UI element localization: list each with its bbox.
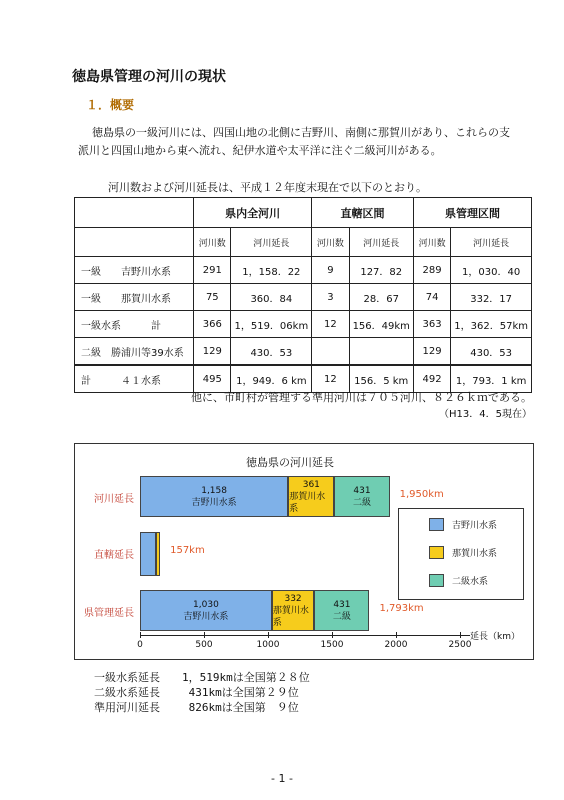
legend-swatch	[429, 546, 444, 559]
sub-header: 河川延長	[451, 228, 532, 257]
table-cell: 1，362．57km	[451, 311, 532, 338]
bar-value-label: 332	[284, 593, 302, 604]
bar-value-label: 1,158	[201, 485, 227, 496]
table-cell: 1，030．40	[451, 257, 532, 284]
bar-value-label: 1,030	[193, 599, 219, 610]
table-row	[75, 284, 532, 311]
table-corner	[75, 228, 194, 257]
sub-header: 河川延長	[349, 228, 413, 257]
section-heading: １．概要	[86, 98, 135, 112]
intro-paragraph: 徳島県の一級河川には、四国山地の北側に吉野川、南側に那賀川があり、これらの支派川と四国山地から東へ流れ、紀伊水道や太平洋に注ぐ二級河川がある。	[78, 126, 510, 157]
x-tick-label: 0	[137, 640, 143, 650]
x-tick-label: 2500	[448, 640, 472, 650]
table-cell: 363	[413, 311, 450, 338]
table-cell: 12	[312, 365, 349, 393]
row-label: 二級 勝浦川等39水系	[75, 338, 194, 366]
x-tick-label: 1500	[320, 640, 344, 650]
table-cell: 74	[413, 284, 450, 311]
table-cell: 1，519．06km	[231, 311, 312, 338]
category-label: 直轄延長	[94, 549, 134, 561]
table-row	[75, 338, 532, 366]
page-number: - 1 -	[271, 772, 293, 785]
row-label: 一級 那賀川水系	[75, 284, 194, 311]
bar-segment	[272, 590, 314, 631]
legend-label: 吉野川水系	[452, 521, 498, 531]
legend-item	[429, 546, 497, 559]
table-cell: 1，158．22	[231, 257, 312, 284]
bar-segment	[140, 476, 288, 517]
bar-total-label: 1,950km	[399, 488, 444, 500]
row-label: 一級水系 計	[75, 311, 194, 338]
table-cell: 28．67	[349, 284, 413, 311]
bar-series-label: 吉野川水系	[191, 497, 237, 508]
legend-item	[429, 574, 488, 587]
bar-segment	[140, 590, 272, 631]
legend-label: 那賀川水系	[452, 549, 498, 559]
table-cell: 430．53	[231, 338, 312, 366]
table-row	[75, 257, 532, 284]
table-cell: 127．82	[349, 257, 413, 284]
table-cell: 291	[194, 257, 231, 284]
table-cell: 129	[194, 338, 231, 366]
rank-line: 二級水系延長 431kmは全国第２９位	[94, 686, 299, 699]
sub-header: 河川数	[312, 228, 349, 257]
category-label: 河川延長	[94, 493, 134, 505]
bar-total-label: 1,793km	[379, 602, 424, 614]
table-cell: 492	[413, 365, 450, 393]
x-tick-label: 2000	[384, 640, 408, 650]
table-cell: 366	[194, 311, 231, 338]
bar-value-label: 431	[353, 485, 371, 496]
x-axis-line	[140, 635, 470, 636]
rank-line: 一級水系延長 1，519kmは全国第２８位	[94, 671, 310, 684]
bar-value-label: 431	[333, 599, 351, 610]
rank-line: 準用河川延長 826kmは全国第 ９位	[94, 701, 299, 714]
page-title: 徳島県管理の河川の現状	[72, 69, 226, 85]
bar-series-label: 二級	[332, 611, 351, 622]
legend-label: 二級水系	[452, 577, 489, 587]
legend-item	[429, 518, 497, 531]
bar-total-label: 157km	[170, 544, 205, 556]
sub-header: 河川数	[194, 228, 231, 257]
category-label: 県管理延長	[84, 607, 134, 619]
x-tick-label: 500	[195, 640, 213, 650]
note-date: （H13．4．5現在）	[439, 409, 532, 420]
bar-series-label: 那賀川水系	[272, 605, 309, 628]
table-corner	[75, 198, 194, 228]
table-cell	[349, 338, 413, 366]
bar-segment	[156, 532, 160, 576]
bar-segment	[288, 476, 334, 517]
bar-value-label: 361	[302, 479, 320, 490]
bar-series-label: 吉野川水系	[183, 611, 229, 622]
row-label: 一級 吉野川水系	[75, 257, 194, 284]
table-cell	[312, 338, 349, 366]
sub-header: 河川数	[413, 228, 450, 257]
table-cell: 430．53	[451, 338, 532, 366]
bar-series-label: 二級	[352, 497, 371, 508]
row-label: 計 ４１水系	[75, 365, 194, 393]
x-tick-label: 1000	[256, 640, 280, 650]
table-caption: 河川数および河川延長は、平成１２年度末現在で以下のとおり。	[108, 181, 427, 194]
group-header: 直轄区間	[312, 198, 414, 228]
table-cell: 129	[413, 338, 450, 366]
table-cell: 1，793．1 km	[451, 365, 532, 393]
x-axis-label: 延長（km）	[470, 632, 520, 642]
legend-swatch	[429, 574, 444, 587]
group-header: 県管理区間	[413, 198, 531, 228]
table-cell: 3	[312, 284, 349, 311]
legend-swatch	[429, 518, 444, 531]
chart-title: 徳島県の河川延長	[246, 456, 334, 469]
bar-segment	[314, 590, 369, 631]
bar-series-label: 那賀川水系	[289, 491, 326, 514]
table-cell: 1，949．6 km	[231, 365, 312, 393]
river-table	[74, 197, 532, 393]
table-cell: 75	[194, 284, 231, 311]
table-cell: 495	[194, 365, 231, 393]
table-row	[75, 311, 532, 338]
sub-header: 河川延長	[231, 228, 312, 257]
table-cell: 289	[413, 257, 450, 284]
table-cell: 9	[312, 257, 349, 284]
table-cell: 12	[312, 311, 349, 338]
table-cell: 156．5 km	[349, 365, 413, 393]
bar-segment	[334, 476, 389, 517]
chart-legend	[398, 508, 524, 600]
table-cell: 332．17	[451, 284, 532, 311]
table-cell: 156．49km	[349, 311, 413, 338]
table-cell: 360．84	[231, 284, 312, 311]
group-header: 県内全河川	[194, 198, 312, 228]
note-line: 他に、市町村が管理する準用河川は７０５河川、８２６ｋｍである。	[191, 391, 532, 404]
bar-segment	[140, 532, 156, 576]
